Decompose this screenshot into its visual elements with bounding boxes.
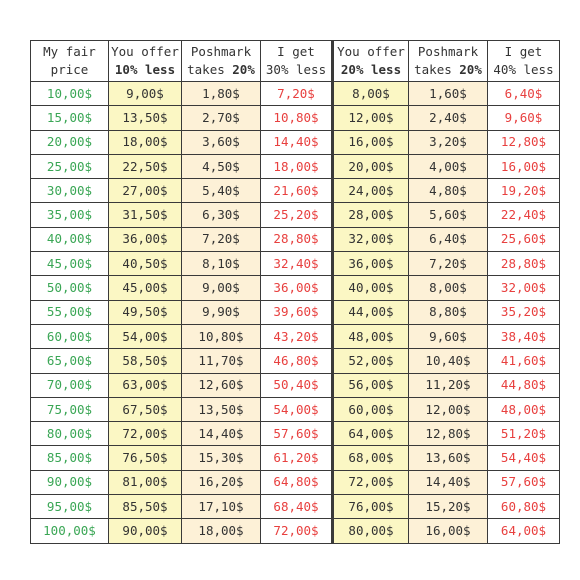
table-row [31,203,560,227]
header-offer-20-line1: You offer [337,44,405,59]
table-row [31,130,560,154]
poshmark-a-cell: 6,30$ [182,203,261,227]
poshmark-b-cell: 9,60$ [409,324,488,348]
offer-10-cell: 81,00$ [109,470,182,494]
get-30-cell: 32,40$ [261,252,333,276]
table-row [31,495,560,519]
get-40-cell: 12,80$ [488,130,560,154]
offer-20-cell: 48,00$ [333,324,409,348]
header-fair-price [31,41,109,82]
poshmark-b-cell: 4,80$ [409,179,488,203]
offer-20-cell: 8,00$ [333,82,409,106]
poshmark-b-cell: 2,40$ [409,106,488,130]
get-40-cell: 35,20$ [488,300,560,324]
poshmark-b-cell: 15,20$ [409,495,488,519]
table-row [31,373,560,397]
get-40-cell: 44,80$ [488,373,560,397]
fair-price-cell: 40,00$ [31,227,109,251]
poshmark-a-cell: 14,40$ [182,422,261,446]
fair-price-cell: 20,00$ [31,130,109,154]
offer-10-cell: 58,50$ [109,349,182,373]
poshmark-a-cell: 13,50$ [182,397,261,421]
fair-price-cell: 35,00$ [31,203,109,227]
table-row [31,422,560,446]
poshmark-a-cell: 16,20$ [182,470,261,494]
offer-10-cell: 13,50$ [109,106,182,130]
get-40-cell: 22,40$ [488,203,560,227]
table-row [31,154,560,178]
offer-20-cell: 40,00$ [333,276,409,300]
header-poshmark-a [182,41,261,82]
get-40-cell: 25,60$ [488,227,560,251]
offer-20-cell: 64,00$ [333,422,409,446]
get-40-cell: 64,00$ [488,519,560,543]
offer-10-cell: 85,50$ [109,495,182,519]
poshmark-b-cell: 8,80$ [409,300,488,324]
fair-price-cell: 60,00$ [31,324,109,348]
table-row [31,106,560,130]
table-row [31,519,560,543]
offer-10-cell: 54,00$ [109,324,182,348]
header-get-40-line2: 40% less [493,62,554,77]
table-row [31,324,560,348]
poshmark-a-cell: 7,20$ [182,227,261,251]
poshmark-a-cell: 2,70$ [182,106,261,130]
get-40-cell: 32,00$ [488,276,560,300]
table-row [31,276,560,300]
poshmark-b-cell: 10,40$ [409,349,488,373]
poshmark-b-cell: 7,20$ [409,252,488,276]
poshmark-a-cell: 18,00$ [182,519,261,543]
header-fair-price-line2: price [50,62,89,77]
poshmark-b-cell: 1,60$ [409,82,488,106]
offer-10-cell: 18,00$ [109,130,182,154]
poshmark-a-cell: 10,80$ [182,324,261,348]
poshmark-b-cell: 8,00$ [409,276,488,300]
fair-price-cell: 15,00$ [31,106,109,130]
get-30-cell: 28,80$ [261,227,333,251]
table-row [31,82,560,106]
header-get-40-line1: I get [504,44,543,59]
poshmark-b-cell: 4,00$ [409,154,488,178]
table-row [31,179,560,203]
fair-price-cell: 65,00$ [31,349,109,373]
offer-10-cell: 27,00$ [109,179,182,203]
get-30-cell: 61,20$ [261,446,333,470]
header-offer-20 [333,41,409,82]
offer-20-cell: 36,00$ [333,252,409,276]
get-30-cell: 54,00$ [261,397,333,421]
poshmark-b-cell: 11,20$ [409,373,488,397]
poshmark-b-cell: 14,40$ [409,470,488,494]
offer-10-cell: 22,50$ [109,154,182,178]
offer-20-cell: 28,00$ [333,203,409,227]
get-40-cell: 48,00$ [488,397,560,421]
table-row [31,300,560,324]
offer-20-cell: 20,00$ [333,154,409,178]
get-40-cell: 51,20$ [488,422,560,446]
poshmark-b-cell: 16,00$ [409,519,488,543]
get-30-cell: 25,20$ [261,203,333,227]
get-40-cell: 19,20$ [488,179,560,203]
header-get-30-line2: 30% less [265,62,327,77]
fair-price-cell: 25,00$ [31,154,109,178]
poshmark-a-cell: 3,60$ [182,130,261,154]
offer-20-cell: 60,00$ [333,397,409,421]
poshmark-b-cell: 12,80$ [409,422,488,446]
table-row [31,470,560,494]
poshmark-a-cell: 5,40$ [182,179,261,203]
offer-20-cell: 52,00$ [333,349,409,373]
offer-10-cell: 67,50$ [109,397,182,421]
table-body [31,82,560,544]
header-fair-price-line1: My fair [43,44,96,59]
table-row [31,397,560,421]
get-30-cell: 10,80$ [261,106,333,130]
header-get-40 [488,41,560,82]
offer-10-cell: 9,00$ [109,82,182,106]
get-40-cell: 41,60$ [488,349,560,373]
poshmark-b-cell: 12,00$ [409,397,488,421]
header-offer-20-line2: 20% less [340,62,402,77]
poshmark-a-cell: 12,60$ [182,373,261,397]
get-40-cell: 60,80$ [488,495,560,519]
fair-price-cell: 80,00$ [31,422,109,446]
table-row [31,227,560,251]
get-40-cell: 57,60$ [488,470,560,494]
poshmark-a-cell: 4,50$ [182,154,261,178]
header-offer-10-line2: 10% less [114,62,176,77]
offer-10-cell: 63,00$ [109,373,182,397]
get-40-cell: 38,40$ [488,324,560,348]
offer-10-cell: 90,00$ [109,519,182,543]
price-table [30,40,560,544]
header-poshmark-b [409,41,488,82]
offer-20-cell: 12,00$ [333,106,409,130]
offer-10-cell: 72,00$ [109,422,182,446]
header-offer-10-line1: You offer [111,44,179,59]
offer-10-cell: 76,50$ [109,446,182,470]
offer-20-cell: 80,00$ [333,519,409,543]
get-30-cell: 46,80$ [261,349,333,373]
header-row [31,41,560,82]
get-30-cell: 57,60$ [261,422,333,446]
header-poshmark-a-line1: Poshmark [190,44,252,59]
header-get-30-line1: I get [277,44,315,59]
offer-10-cell: 31,50$ [109,203,182,227]
offer-10-cell: 36,00$ [109,227,182,251]
offer-20-cell: 16,00$ [333,130,409,154]
fair-price-cell: 10,00$ [31,82,109,106]
get-30-cell: 7,20$ [261,82,333,106]
offer-10-cell: 40,50$ [109,252,182,276]
offer-20-cell: 24,00$ [333,179,409,203]
poshmark-b-cell: 5,60$ [409,203,488,227]
offer-10-cell: 45,00$ [109,276,182,300]
get-30-cell: 68,40$ [261,495,333,519]
offer-20-cell: 72,00$ [333,470,409,494]
fair-price-cell: 55,00$ [31,300,109,324]
poshmark-a-cell: 11,70$ [182,349,261,373]
fair-price-cell: 90,00$ [31,470,109,494]
get-40-cell: 54,40$ [488,446,560,470]
get-30-cell: 18,00$ [261,154,333,178]
fair-price-cell: 85,00$ [31,446,109,470]
poshmark-a-cell: 9,00$ [182,276,261,300]
fair-price-cell: 100,00$ [31,519,109,543]
get-30-cell: 50,40$ [261,373,333,397]
get-30-cell: 43,20$ [261,324,333,348]
get-40-cell: 9,60$ [488,106,560,130]
get-40-cell: 28,80$ [488,252,560,276]
header-poshmark-b-line1: Poshmark [417,44,479,59]
header-poshmark-a-line2: takes 20% [187,62,255,77]
get-30-cell: 21,60$ [261,179,333,203]
table-row [31,252,560,276]
poshmark-a-cell: 17,10$ [182,495,261,519]
poshmark-a-cell: 8,10$ [182,252,261,276]
get-40-cell: 16,00$ [488,154,560,178]
header-poshmark-b-line2: takes 20% [414,62,482,77]
fair-price-cell: 50,00$ [31,276,109,300]
offer-20-cell: 32,00$ [333,227,409,251]
fair-price-cell: 45,00$ [31,252,109,276]
offer-20-cell: 76,00$ [333,495,409,519]
fair-price-cell: 95,00$ [31,495,109,519]
get-30-cell: 72,00$ [261,519,333,543]
fair-price-cell: 30,00$ [31,179,109,203]
offer-20-cell: 44,00$ [333,300,409,324]
fair-price-cell: 75,00$ [31,397,109,421]
fair-price-cell: 70,00$ [31,373,109,397]
poshmark-b-cell: 6,40$ [409,227,488,251]
get-40-cell: 6,40$ [488,82,560,106]
header-get-30 [261,41,333,82]
offer-20-cell: 68,00$ [333,446,409,470]
poshmark-a-cell: 9,90$ [182,300,261,324]
table-row [31,446,560,470]
get-30-cell: 36,00$ [261,276,333,300]
poshmark-a-cell: 15,30$ [182,446,261,470]
offer-20-cell: 56,00$ [333,373,409,397]
get-30-cell: 64,80$ [261,470,333,494]
get-30-cell: 14,40$ [261,130,333,154]
offer-10-cell: 49,50$ [109,300,182,324]
header-offer-10 [109,41,182,82]
table-row [31,349,560,373]
get-30-cell: 39,60$ [261,300,333,324]
poshmark-b-cell: 3,20$ [409,130,488,154]
poshmark-a-cell: 1,80$ [182,82,261,106]
poshmark-b-cell: 13,60$ [409,446,488,470]
